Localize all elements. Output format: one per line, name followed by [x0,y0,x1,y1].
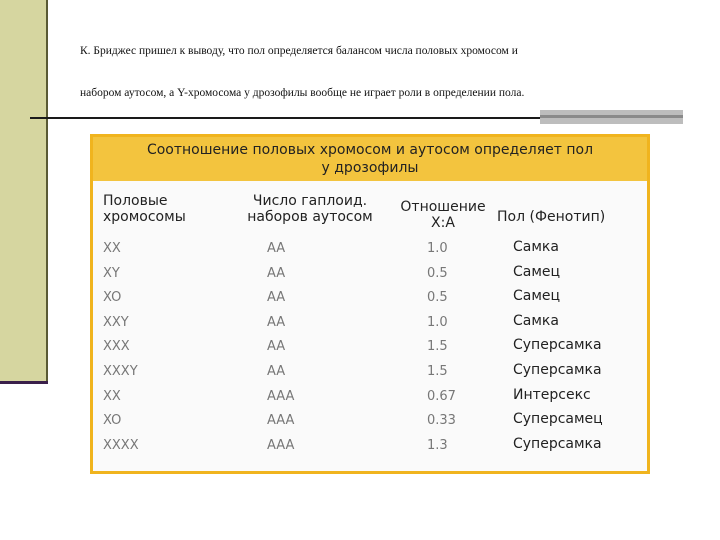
side-decor-bar [0,0,48,382]
column-header-autosome-sets [237,193,383,225]
cell-phenotype: Самка [513,312,559,329]
cell-ratio: 1.0 [427,314,448,330]
cell-sex-chromosomes: XXX [103,339,130,355]
cell-sex-chromosomes: XX [103,388,121,404]
cell-phenotype: Суперсамка [513,337,602,354]
cell-ratio: 0.5 [427,290,448,306]
cell-autosome-sets: AAA [267,437,295,453]
cell-autosome-sets: AA [267,290,286,306]
cell-sex-chromosomes: XO [103,290,122,306]
cell-ratio: 1.0 [427,241,448,256]
cell-ratio: 1.5 [427,364,448,379]
table-title [93,137,647,181]
cell-ratio: 0.5 [427,265,448,281]
chromosome-table-panel [90,134,650,474]
table-title-line-2: у дрозофилы [321,160,419,176]
cell-ratio: 1.5 [427,339,448,355]
header-text: наборов аутосом [247,209,373,225]
cell-sex-chromosomes: XO [103,413,122,429]
cell-sex-chromosomes: XXXY [103,364,138,379]
table-title-line-1: Соотношение половых хромосом и аутосом определяет пол [146,142,594,158]
cell-phenotype: Самец [513,288,561,305]
header-text: X:A [431,215,455,231]
cell-sex-chromosomes: XXXX [103,437,139,453]
header-text: Число гаплоид. [252,193,368,209]
cell-autosome-sets: AAA [267,388,295,404]
cell-autosome-sets: AA [267,364,286,379]
cell-autosome-sets: AA [267,339,286,355]
divider-line [30,117,540,119]
header-text: Пол (Фенотип) [497,209,606,225]
caption-line-1: К. Бриджес пришел к выводу, что пол определяется балансом числа половых хромосом и [80,45,518,57]
header-text: Половые [103,193,168,209]
caption-line-2: набором аутосом, а Y-хромосома у дрозофилы вообще не играет роли в определении пола. [80,87,525,99]
cell-ratio: 0.33 [427,413,456,429]
column-header-phenotype [497,209,605,225]
cell-autosome-sets: AA [267,265,286,281]
cell-autosome-sets: AAA [267,413,295,429]
column-header-sex-chromosomes [103,193,186,225]
header-text: хромосомы [103,209,186,225]
cell-phenotype: Суперсамка [513,362,602,378]
column-header-ratio [393,199,493,231]
cell-phenotype: Самец [513,263,561,280]
cell-autosome-sets: AA [267,314,286,330]
divider-block [540,110,683,124]
header-text: Отношение [400,199,486,215]
cell-phenotype: Интерсекс [513,386,591,403]
cell-phenotype: Суперсамец [513,411,603,428]
cell-sex-chromosomes: XY [103,265,120,281]
cell-phenotype: Самка [513,239,559,255]
cell-sex-chromosomes: XXY [103,314,129,330]
side-decor-bar-base [0,381,48,384]
cell-ratio: 0.67 [427,388,456,404]
cell-phenotype: Суперсамка [513,435,602,452]
cell-autosome-sets: AA [267,241,286,256]
cell-sex-chromosomes: XX [103,241,121,256]
cell-ratio: 1.3 [427,437,448,453]
